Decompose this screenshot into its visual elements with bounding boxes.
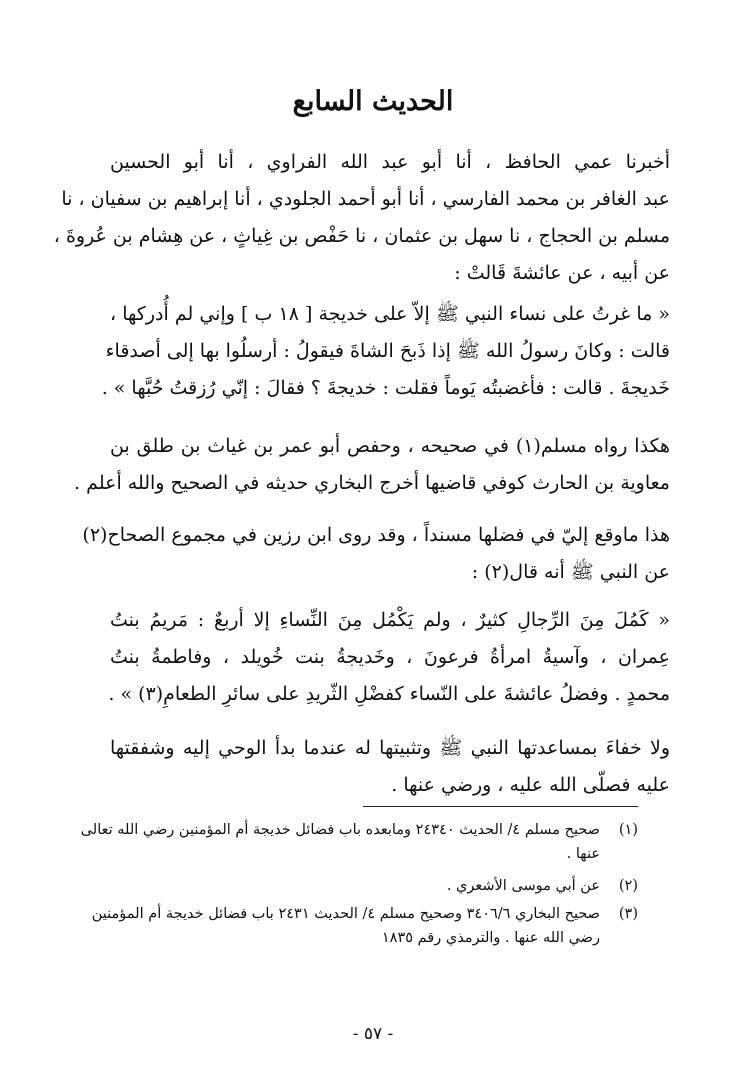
- text-line: عِمران ، وآسيةُ امرأةُ فرعونَ ، وخَديجةُ بنت خُويلد ، وفاطمةُ بنتُ: [110, 646, 670, 668]
- text-line: معاوية بن الحارث كوفي قاضيها أخرج البخاري حديثه في الصحيح والله أعلم .: [74, 472, 670, 494]
- footnote-number: (٢): [618, 878, 638, 894]
- paragraph-isnad: [53, 144, 670, 292]
- text-line: هكذا رواه مسلم(١) في صحيحه ، وحفص أبو عمر بن غياث بن طلق بن: [110, 435, 670, 457]
- text-line: خَديجةَ . قالت : فأغضبتُه يَوماً فقلت : خديجةَ ؟ فقالَ : إنّي رُزقتُ حُبَّها » .: [101, 377, 670, 399]
- paragraph-hadith-two: [110, 602, 670, 713]
- footnote-3: [91, 902, 638, 950]
- text-line: قالت : وكانَ رسولُ الله ﷺ إذا ذَبحَ الشاةَ فيقولُ : أرسلُوا بها إلى أصدقاء: [105, 340, 670, 362]
- footnote-line: رضي الله عنها . والترمذي رقم ١٨٣٥: [381, 930, 600, 946]
- footnote-divider: [363, 806, 638, 807]
- footnote-line: صحيح مسلم ٤/ الحديث ٢٤٣٤٠ ومابعده باب فضائل خديجة أم المؤمنين رضي الله تعالى: [80, 822, 600, 838]
- page-number: - ٥٧ -: [352, 1024, 394, 1044]
- text-line: « كَمُلَ مِنَ الرِّجالِ كثيرٌ ، ولم يَكْمُل مِنَ النِّساءِ إلا أربعٌ : مَريمُ بنتُ: [110, 609, 670, 631]
- footnote-number: (٣): [618, 906, 638, 922]
- text-line: « ما غرتُ على نساء النبي ﷺ إلاّ على خديجة [ ١٨ ب ] وإني لم أُدركها ،: [110, 303, 670, 325]
- paragraph-hadith-text: [101, 296, 670, 407]
- paragraph-conclusion: [110, 730, 670, 804]
- text-line: مسلم بن الحجاج ، نا سهل بن عثمان ، نا حَفْص بن غِياثٍ ، عن هِشام بن عُروةَ ،: [53, 225, 670, 247]
- text-line: ولا خفاءَ بمساعدتها النبي ﷺ وتثبيتها له عندما بدأ الوحي إليه وشفقتها: [110, 737, 670, 759]
- footnote-number: (١): [618, 822, 638, 838]
- text-line: عليه فصلّى الله عليه ، ورضي عنها .: [391, 774, 670, 796]
- text-line: أخبرنا عمي الحافظ ، أنا أبو عبد الله الفراوي ، أنا أبو الحسين: [110, 151, 670, 173]
- footnote-line: صحيح البخاري ٣٤٠٦/٦ وصحيح مسلم ٤/ الحديث ٢٤٣١ باب فضائل خديجة أم المؤمنين: [91, 906, 600, 922]
- footnote-1: [80, 818, 638, 866]
- chapter-title: الحديث السابع: [292, 86, 454, 117]
- footnote-line: عنها .: [566, 846, 600, 862]
- text-line: هذا ماوقع إليّ في فضلها مسنداً ، وقد روى ابن رزين في مجموع الصحاح(٢): [82, 524, 670, 546]
- footnote-line: عن أبي موسى الأشعري .: [446, 878, 600, 894]
- text-line: محمدٍ . وفضلُ عائشةَ على النّساء كفضْلِ الثّريدِ على سائرِ الطعامِ(٣) » .: [108, 683, 670, 705]
- text-line: عبد الغافر بن محمد الفارسي ، أنا أبو أحمد الجلودي ، أنا إبراهيم بن سفيان ، نا: [61, 188, 670, 210]
- footnote-2: [98, 874, 638, 898]
- text-line: عن أبيه ، عن عائشةَ قَالتْ :: [454, 262, 670, 284]
- text-line: عن النبي ﷺ أنه قال(٢) :: [471, 561, 670, 583]
- paragraph-intro: [82, 517, 670, 591]
- paragraph-commentary: [74, 428, 670, 502]
